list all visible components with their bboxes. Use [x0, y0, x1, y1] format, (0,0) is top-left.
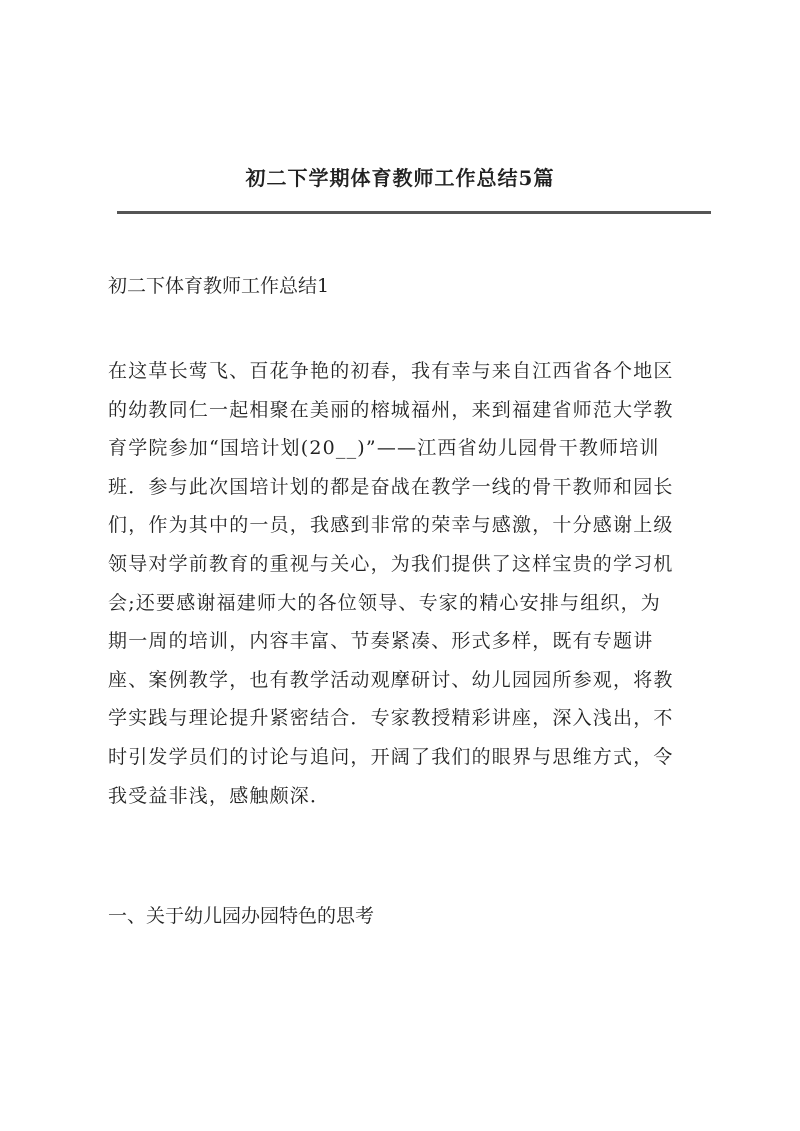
paragraph-line: 们，作为其中的一员，我感到非常的荣幸与感激，十分感谢上级 [108, 514, 674, 537]
paragraph-line: 期一周的培训，内容丰富、节奏紧凑、形式多样，既有专题讲 [108, 630, 654, 653]
paragraph-line: 领导对学前教育的重视与关心，为我们提供了这样宝贵的学习机 [108, 552, 674, 575]
body-paragraph [108, 352, 712, 815]
paragraph-line: 的幼教同仁一起相聚在美丽的榕城福州，来到福建省师范大学教 [108, 398, 674, 421]
paragraph-line: 班．参与此次国培计划的都是奋战在教学一线的骨干教师和园长 [108, 475, 674, 498]
paragraph-line: 学实践与理论提升紧密结合．专家教授精彩讲座，深入浅出，不 [108, 707, 674, 730]
paragraph-line: 时引发学员们的讨论与追问，开阔了我们的眼界与思维方式，令 [108, 745, 674, 768]
paragraph-line: 在这草长莺飞、百花争艳的初春，我有幸与来自江西省各个地区 [108, 360, 674, 382]
paragraph-line: 座、案例教学，也有教学活动观摩研讨、幼儿园园所参观，将教 [108, 668, 674, 691]
paragraph-line: 育学院参加“国培计划(20__)”——江西省幼儿园骨干教师培训 [108, 437, 660, 460]
section-heading-1: 初二下体育教师工作总结1 [108, 275, 330, 297]
page-title: 初二下学期体育教师工作总结5篇 [245, 166, 555, 190]
paragraph-line: 会;还要感谢福建师大的各位领导、专家的精心安排与组织，为 [108, 591, 662, 614]
paragraph-line: 我受益非浅，感触颇深． [108, 784, 331, 807]
title-divider [117, 211, 711, 214]
section-heading-2: 一、关于幼儿园办园特色的思考 [108, 905, 375, 927]
